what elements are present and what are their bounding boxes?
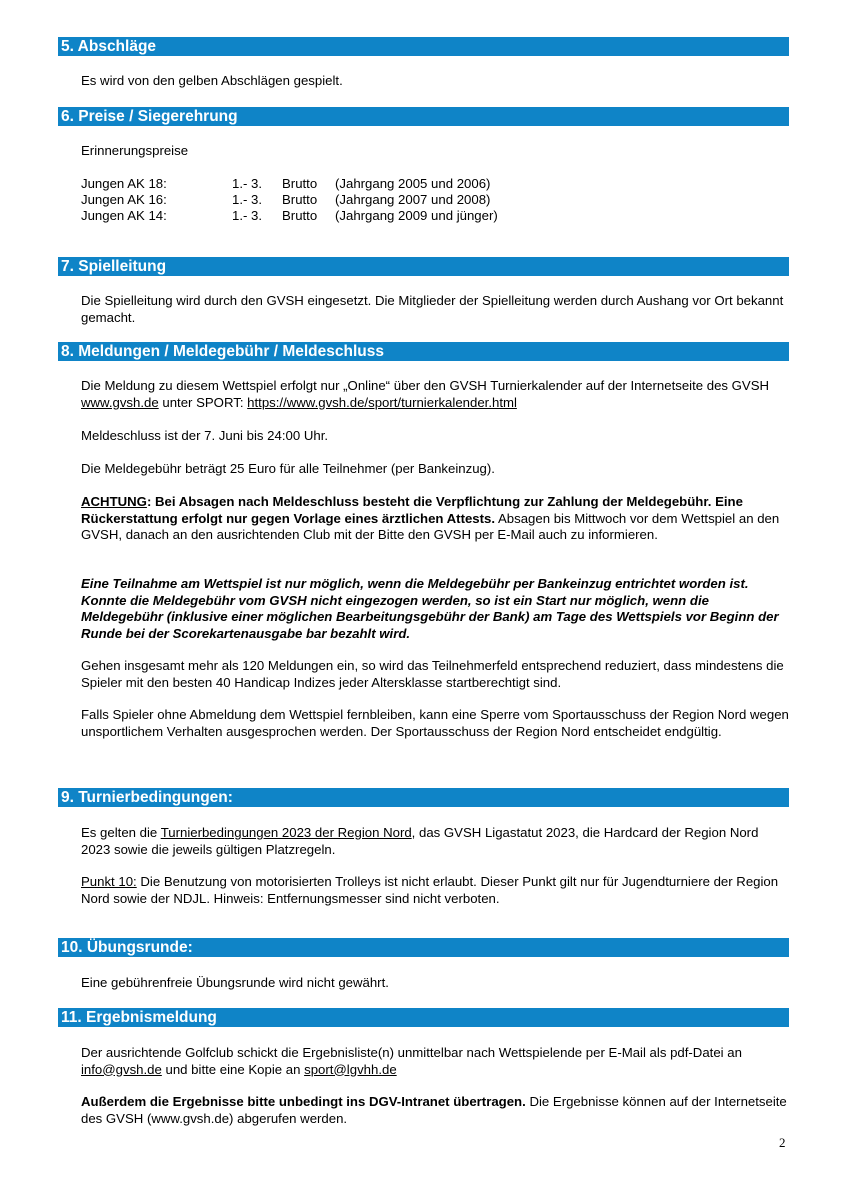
tb-text-part: Es gelten die: [81, 825, 161, 840]
erg-text-part: und bitte eine Kopie an: [161, 1061, 305, 1077]
preise-intro: Erinnerungspreise: [81, 143, 189, 158]
achtung-label: ACHTUNG: [81, 494, 147, 509]
achtung-rest-text: Absagen bis Mittwoch vor dem Wettspiel an den GVSH, danach an den ausrichtenden Club mit der Bitte den GVSH per E-Mail auch zu informieren.: [81, 510, 780, 542]
meldegebuehr-text: Die Meldegebühr beträgt 25 Euro für alle Teilnehmer (per Bankeinzug).: [81, 461, 495, 476]
achtung-bold-text: : Bei Absagen nach Meldeschluss besteht die Verpflichtung zur Zahlung der Meldegebühr. Eine Rückerstattung erfolgt nur gegen Vorlage eines ärztlichen Attests.: [81, 494, 743, 526]
meldung-text-part: Die Meldung zu diesem Wettspiel erfolgt nur „Online“ über den GVSH Turnierkalender auf der Internetseite des GVSH: [81, 378, 770, 393]
intranet-paragraph: [81, 1094, 791, 1127]
teilnahme-paragraph: Eine Teilnahme am Wettspiel ist nur möglich, wenn die Meldegebühr per Bankeinzug entrichtet worden ist. Konnte die Meldegebühr vom GVSH nicht eingezogen werden, so ist ein Start nur möglich, wenn die Meldegebühr (inklusive einer möglichen Bearbeitungsgebühr der Bank) am Tage des Wettspiels vor Beginn der Runde bei der Scorekartenausgabe bar bezahlt wird.: [81, 576, 779, 641]
section-heading-abschlaege: 5. Abschläge: [58, 37, 789, 56]
prize-group: Jungen AK 16:: [81, 192, 167, 207]
prize-note: (Jahrgang 2009 und jünger): [335, 208, 498, 223]
section-heading-preise: 6. Preise / Siegerehrung: [58, 107, 789, 126]
abschlaege-text: Es wird von den gelben Abschlägen gespielt.: [81, 73, 343, 88]
uebungsrunde-text: Eine gebührenfreie Übungsrunde wird nicht gewährt.: [81, 975, 389, 990]
turnierbedingungen-link[interactable]: Turnierbedingungen 2023 der Region Nord: [160, 825, 412, 840]
meldeschluss-text: Meldeschluss ist der 7. Juni bis 24:00 Uhr.: [81, 428, 329, 443]
prize-group: Jungen AK 18:: [81, 176, 167, 191]
meldung-text-part: unter SPORT:: [158, 394, 248, 410]
tb-text-part: , das GVSH Ligastatut 2023, die Hardcard der Region Nord 2023 sowie die jeweils gültigen Platzregeln.: [81, 825, 759, 857]
turnierkalender-link[interactable]: https://www.gvsh.de/sport/turnierkalender.html: [247, 394, 517, 410]
punkt10-label: Punkt 10:: [81, 874, 137, 889]
erg-text-part: Der ausrichtende Golfclub schickt die Ergebnisliste(n) unmittelbar nach Wettspielende per E-Mail als pdf-Datei an: [81, 1045, 742, 1060]
intranet-bold-text: Außerdem die Ergebnisse bitte unbedingt ins DGV-Intranet übertragen.: [81, 1094, 526, 1109]
prize-type: Brutto: [282, 192, 318, 207]
turnierbedingungen-paragraph: [81, 825, 791, 858]
prize-rank: 1.- 3.: [232, 208, 263, 223]
prize-rank: 1.- 3.: [232, 192, 263, 207]
achtung-paragraph: [81, 494, 791, 544]
section-heading-ergebnismeldung: 11. Ergebnismeldung: [58, 1008, 789, 1027]
reduzierung-paragraph: Gehen insgesamt mehr als 120 Meldungen ein, so wird das Teilnehmerfeld entsprechend reduziert, dass mindestens die Spieler mit den besten 40 Handicap Indizes jeder Altersklasse startberechtigt sind.: [81, 658, 784, 690]
meldung-online-text: [81, 378, 791, 411]
prize-rank: 1.- 3.: [232, 176, 263, 191]
prize-type: Brutto: [282, 208, 318, 223]
prize-note: (Jahrgang 2005 und 2006): [335, 176, 491, 191]
section-heading-spielleitung: 7. Spielleitung: [58, 257, 789, 276]
intranet-rest-text: Die Ergebnisse können auf der Internetseite des GVSH (www.gvsh.de) abgerufen werden.: [81, 1094, 787, 1126]
section-heading-turnierbedingungen: 9. Turnierbedingungen:: [58, 788, 789, 807]
page-number: 2: [779, 1135, 786, 1150]
prize-group: Jungen AK 14:: [81, 208, 167, 223]
sport-email-link[interactable]: sport@lgvhh.de: [304, 1061, 397, 1077]
ergebnisliste-paragraph: [81, 1045, 791, 1078]
info-email-link[interactable]: info@gvsh.de: [81, 1061, 162, 1077]
punkt10-paragraph: [81, 874, 791, 907]
punkt10-text: Die Benutzung von motorisierten Trolleys ist nicht erlaubt. Dieser Punkt gilt nur für Jugendturniere der Region Nord sowie der NDJL. Hinweis: Entfernungsmesser sind nicht verboten.: [81, 874, 779, 906]
spielleitung-text: Die Spielleitung wird durch den GVSH eingesetzt. Die Mitglieder der Spielleitung werden durch Aushang vor Ort bekannt gemacht.: [81, 293, 784, 325]
sperre-paragraph: Falls Spieler ohne Abmeldung dem Wettspiel fernbleiben, kann eine Sperre vom Sportausschuss der Region Nord wegen unsportlichem Verhalten ausgesprochen werden. Der Sportausschuss der Region Nord entscheidet endgültig.: [81, 707, 789, 739]
gvsh-website-link[interactable]: www.gvsh.de: [81, 394, 159, 410]
prize-type: Brutto: [282, 176, 318, 191]
prize-note: (Jahrgang 2007 und 2008): [335, 192, 491, 207]
section-heading-uebungsrunde: 10. Übungsrunde:: [58, 938, 789, 957]
section-heading-meldungen: 8. Meldungen / Meldegebühr / Meldeschluss: [58, 342, 789, 361]
